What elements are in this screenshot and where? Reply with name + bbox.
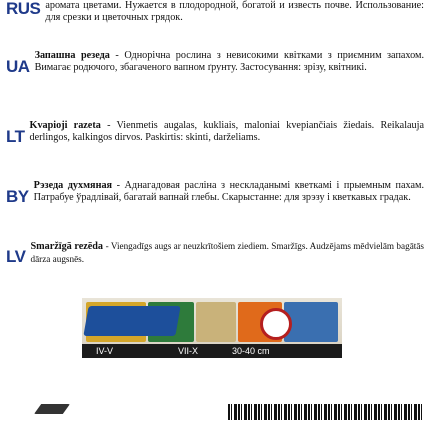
sowing-period: IV-V — [96, 346, 114, 356]
publisher-logo-icon — [34, 398, 70, 420]
entry-text: - Viengadīgs augs ar neuzkrītošiem ziediem. Smaržīgs. Audzējams mēdvielām bagātās dārza augsnēs. — [30, 241, 424, 264]
entry-lt — [4, 120, 424, 146]
entry-text: - Vienmetis augalas, kukliais, maloniai kvepiančiais žiedais. Reikalauja derlingos, kalkingos dirvos. Paskirtis: skinti, darželiams. — [29, 120, 425, 143]
logo-shape — [34, 404, 70, 414]
flower-photo-tile — [284, 302, 338, 342]
language-code: BY — [6, 187, 29, 206]
language-code: RUS — [6, 0, 41, 18]
sowing-info-bar — [82, 344, 342, 358]
circle-badge-icon — [260, 308, 292, 340]
language-code: LV — [6, 247, 26, 266]
flowering-period: VII-X — [178, 346, 199, 356]
entry-title: Рэзеда духмяная — [33, 180, 113, 191]
entry-text: ароматa цветами. Нужается в плодородной, богатой и известь почве. Использование: для срезки и цветочных грядок. — [45, 0, 424, 23]
entry-rus — [4, 0, 424, 24]
entry-lv — [4, 240, 424, 266]
flower-photo-tile — [196, 302, 236, 342]
product-image-strip — [82, 298, 342, 358]
entry-title: Запашна резеда — [34, 50, 110, 61]
entry-text: - Аднагадовая расліна з нескладанымі кветкамі і прыемным пахам. Патрабуе ўрадлівай, багатай вапнай глебы. Скарыстанне: для зрэзу і кветкавых градак. — [33, 180, 424, 203]
language-code: LT — [6, 127, 25, 146]
barcode-icon — [228, 404, 424, 420]
entry-text: - Однорічна рослина з невисокими квітками з приємним запахом. Вимагає родючого, збагаченого вапном ґрунту. Застосування: зрізу, квітникі. — [34, 50, 425, 73]
language-code: UA — [6, 57, 30, 76]
entry-by — [4, 180, 424, 206]
brand-logo-icon — [83, 306, 180, 336]
entry-ua — [4, 50, 424, 76]
entry-title: Kvapioji razeta — [29, 120, 101, 131]
plant-height: 30-40 cm — [232, 346, 270, 356]
entry-title: Smaržīgā rezēda — [30, 241, 104, 252]
